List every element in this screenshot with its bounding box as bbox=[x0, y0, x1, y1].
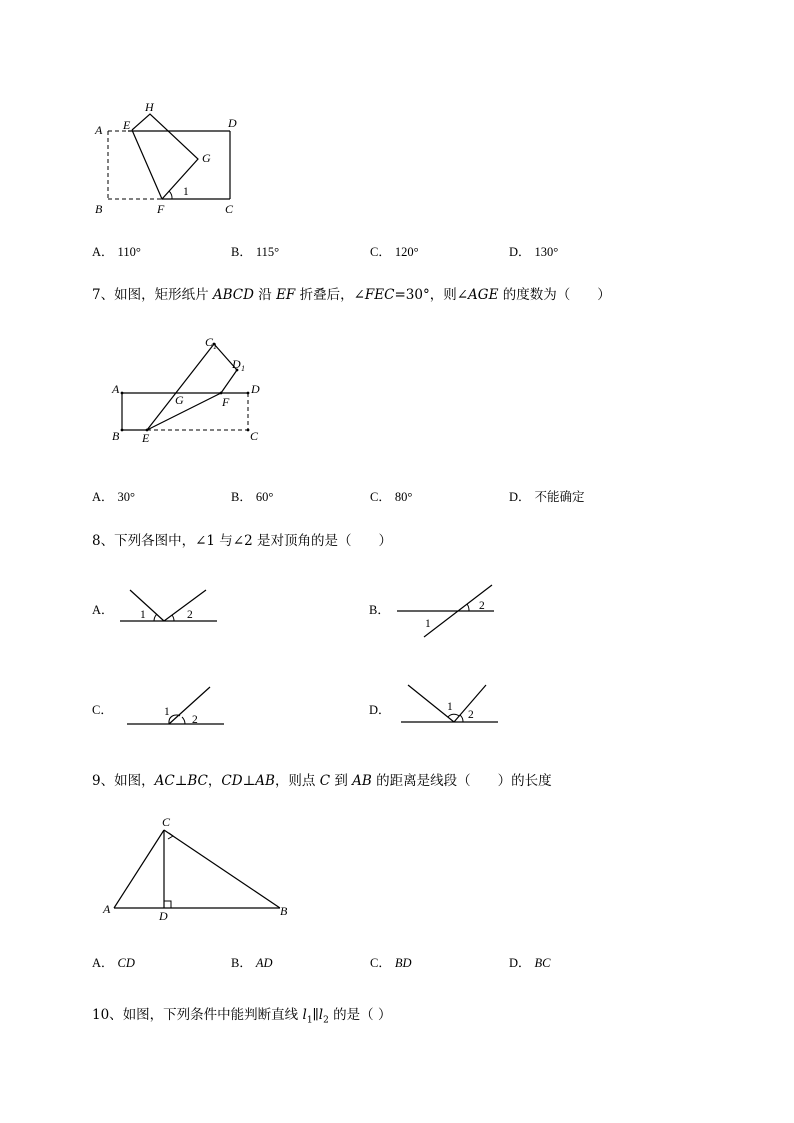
angle-arc-1 bbox=[154, 614, 157, 621]
option-value: CD bbox=[117, 956, 135, 970]
q7-option-d[interactable] bbox=[509, 487, 585, 505]
stem-text: 折叠后，∠ bbox=[295, 287, 365, 303]
label-G: G bbox=[175, 393, 184, 407]
angle-label-2: 2 bbox=[468, 709, 474, 721]
q9-option-a[interactable] bbox=[92, 953, 135, 971]
label-D: D bbox=[251, 382, 260, 396]
option-letter: B． bbox=[231, 956, 252, 970]
label-C1: C bbox=[205, 335, 214, 349]
stem-text: 如图，下列条件中能判断直线 bbox=[122, 1007, 303, 1023]
label-A: A bbox=[112, 382, 120, 396]
label-A: A bbox=[95, 123, 103, 137]
option-value: AD bbox=[255, 956, 273, 970]
angle-label-2: 2 bbox=[187, 609, 193, 621]
question-number: 10、 bbox=[92, 1007, 123, 1023]
option-letter: D． bbox=[509, 245, 531, 259]
stem-text: 的距离是线段（ ）的长度 bbox=[371, 773, 552, 789]
q7-option-c[interactable] bbox=[370, 487, 412, 505]
question-number: 9、 bbox=[92, 773, 115, 789]
q7-option-a[interactable] bbox=[92, 487, 135, 505]
angle-label-1: 1 bbox=[164, 706, 170, 718]
angle-arc-2 bbox=[460, 715, 463, 722]
label-A: A bbox=[103, 902, 111, 916]
stem-var: l bbox=[318, 1007, 324, 1023]
option-value: 30° bbox=[117, 490, 136, 504]
angle-arc-2 bbox=[467, 604, 469, 611]
label-F: F bbox=[222, 395, 230, 409]
option-letter: C． bbox=[370, 490, 391, 504]
option-letter: D． bbox=[509, 490, 531, 504]
option-letter: C． bbox=[370, 245, 391, 259]
q8-option-b-letter[interactable]: B． bbox=[369, 603, 390, 617]
angle-arc-1 bbox=[169, 191, 172, 199]
stem-var: AC bbox=[154, 773, 175, 789]
q8-option-d-letter[interactable]: D． bbox=[369, 703, 391, 717]
edge-CB bbox=[164, 830, 280, 908]
angle-label-1: 1 bbox=[425, 618, 431, 630]
label-H: H bbox=[145, 100, 154, 114]
angle-label-2: 2 bbox=[479, 600, 485, 612]
label-B: B bbox=[112, 429, 120, 443]
edge-EC1 bbox=[147, 344, 214, 430]
label-D1-subscript: 1 bbox=[241, 364, 245, 373]
stem-text: 如图， bbox=[114, 773, 155, 789]
stem-var: ABCD bbox=[212, 287, 254, 303]
option-value: BD bbox=[394, 956, 412, 970]
q8-stem bbox=[92, 529, 392, 549]
stem-var: EF bbox=[276, 287, 296, 303]
q6-option-a[interactable] bbox=[92, 242, 141, 260]
option-value: 115° bbox=[255, 245, 280, 259]
stem-var: FEC bbox=[364, 287, 395, 303]
label-C: C bbox=[250, 429, 259, 443]
label-B: B bbox=[95, 202, 103, 216]
point-dot bbox=[121, 429, 124, 432]
option-letter: C． bbox=[370, 956, 391, 970]
stem-text: ，则点 bbox=[274, 773, 320, 789]
label-E: E bbox=[123, 118, 131, 132]
stem-text: 如图，矩形纸片 bbox=[114, 287, 213, 303]
stem-text: =30°，则∠ bbox=[394, 287, 469, 303]
point-dot bbox=[247, 392, 250, 395]
option-letter: A． bbox=[92, 956, 114, 970]
angle-label-2: 2 bbox=[192, 714, 198, 726]
edge-EF bbox=[147, 393, 221, 430]
angle-arc-1 bbox=[448, 714, 459, 717]
option-value: 60° bbox=[255, 490, 274, 504]
ray bbox=[169, 687, 210, 724]
option-value: 不能确定 bbox=[534, 490, 585, 504]
q6-option-b[interactable] bbox=[231, 242, 279, 260]
subscript: 1 bbox=[306, 1015, 313, 1026]
option-letter: A． bbox=[92, 490, 114, 504]
q7-option-b[interactable] bbox=[231, 487, 273, 505]
option-value: 120° bbox=[394, 245, 419, 259]
option-letter: D． bbox=[509, 956, 531, 970]
q6-figure bbox=[88, 96, 248, 218]
angle-label-1: 1 bbox=[447, 701, 453, 713]
point-dot bbox=[121, 392, 124, 395]
option-letter: B． bbox=[231, 490, 252, 504]
q8-option-d-figure bbox=[398, 680, 502, 726]
stem-text: 沿 bbox=[253, 287, 277, 303]
stem-text: 到 bbox=[330, 773, 353, 789]
label-E: E bbox=[142, 431, 150, 445]
q6-option-d[interactable] bbox=[509, 242, 558, 260]
q7-stem bbox=[92, 283, 611, 303]
stem-var: AB bbox=[255, 773, 275, 789]
q8-option-c-figure bbox=[124, 684, 228, 728]
angle-arc-2 bbox=[182, 717, 185, 724]
option-value: 80° bbox=[394, 490, 413, 504]
stem-var: CD bbox=[221, 773, 243, 789]
option-letter: B． bbox=[231, 245, 252, 259]
label-B: B bbox=[280, 904, 288, 918]
stem-text: 的是（ ） bbox=[328, 1007, 392, 1023]
stem-text: ⊥ bbox=[242, 773, 256, 789]
label-angle-1: 1 bbox=[183, 186, 189, 198]
question-number: 8、 bbox=[92, 533, 115, 549]
option-value: 110° bbox=[117, 245, 141, 259]
label-D1: D bbox=[232, 357, 241, 371]
q9-option-b[interactable] bbox=[231, 953, 273, 971]
q9-figure bbox=[100, 812, 295, 924]
q7-figure bbox=[104, 330, 274, 450]
stem-var: l bbox=[302, 1007, 307, 1023]
point-dot bbox=[220, 392, 223, 395]
q8-option-a-figure bbox=[118, 586, 220, 626]
option-letter: A． bbox=[92, 245, 114, 259]
stem-var: BC bbox=[187, 773, 208, 789]
subscript: 2 bbox=[323, 1015, 329, 1026]
q6-option-c[interactable] bbox=[370, 242, 419, 260]
angle-arc-2 bbox=[172, 615, 174, 621]
option-value: BC bbox=[534, 956, 551, 970]
q9-option-d[interactable] bbox=[509, 953, 551, 971]
option-value: 130° bbox=[534, 245, 559, 259]
question-number: 7、 bbox=[92, 287, 115, 303]
edge-AC bbox=[114, 830, 164, 908]
q9-option-c[interactable] bbox=[370, 953, 412, 971]
q8-option-c-letter[interactable]: C． bbox=[92, 703, 113, 717]
q10-stem bbox=[92, 1003, 391, 1026]
ray-left bbox=[130, 590, 164, 621]
label-D: D bbox=[159, 909, 168, 923]
label-G: G bbox=[202, 151, 211, 165]
label-C: C bbox=[225, 202, 234, 216]
ray-right bbox=[164, 590, 206, 621]
label-F: F bbox=[157, 202, 165, 216]
q8-option-a-letter[interactable]: A． bbox=[92, 603, 114, 617]
angle-label-1: 1 bbox=[140, 609, 146, 621]
stem-text: 下列各图中，∠1 与∠2 是对顶角的是（ ） bbox=[114, 533, 392, 549]
q9-stem bbox=[92, 769, 552, 789]
stem-var: AB bbox=[352, 773, 372, 789]
point-dot bbox=[247, 429, 250, 432]
stem-var: AGE bbox=[468, 287, 499, 303]
right-angle-mark-D bbox=[164, 901, 171, 908]
q8-option-b-figure bbox=[394, 582, 498, 640]
stem-var: C bbox=[319, 773, 331, 789]
label-C: C bbox=[162, 815, 171, 829]
label-D: D bbox=[228, 116, 237, 130]
stem-text: 的度数为（ ） bbox=[498, 287, 611, 303]
stem-text: ∥ bbox=[312, 1007, 319, 1023]
label-C1-subscript: 1 bbox=[213, 342, 217, 351]
stem-text: ， bbox=[207, 773, 222, 789]
stem-text: ⊥ bbox=[174, 773, 188, 789]
edge-D1F bbox=[221, 370, 237, 393]
